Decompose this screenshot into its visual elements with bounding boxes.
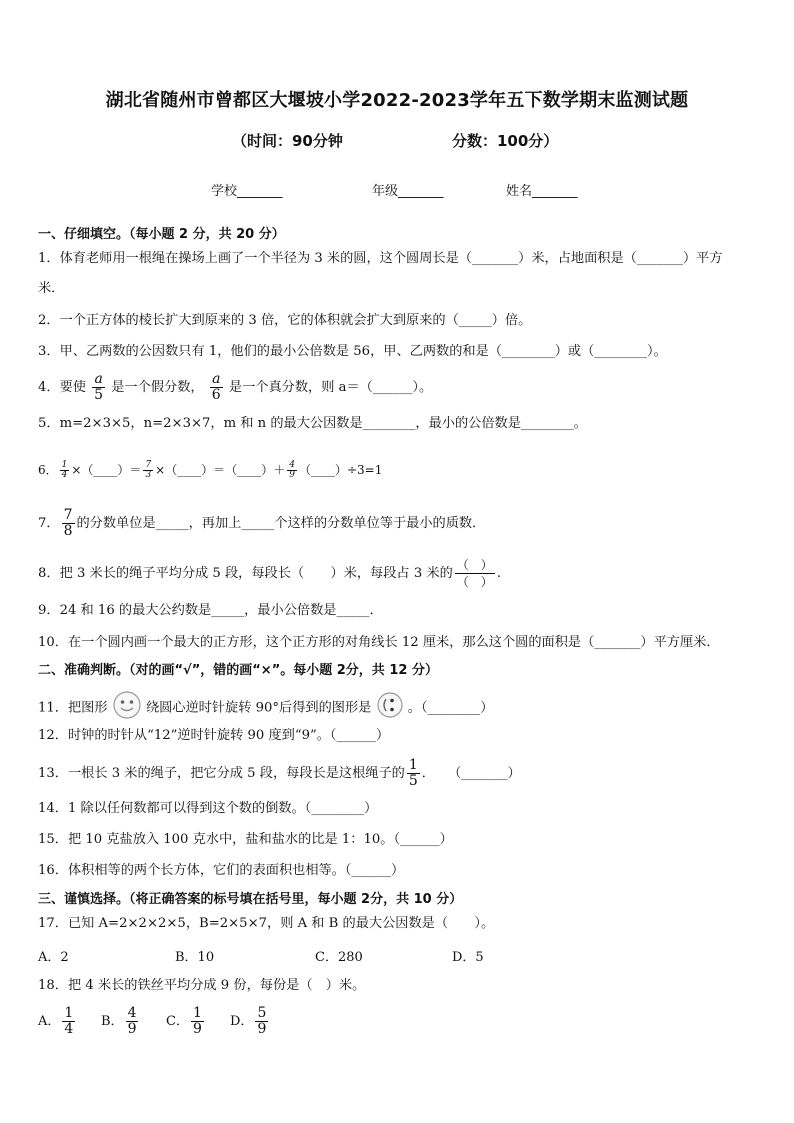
fraction-1-over-9: $\frac{1}{9}$ — [192, 1005, 202, 1037]
question-18: 18．把 4 米长的铁丝平均分成 9 份，每份是（ ）米。 — [38, 978, 366, 993]
question-14: 14．1 除以任何数都可以得到这个数的倒数。（________） — [38, 801, 378, 816]
question-3: 3．甲、乙两数的公因数只有 1，他们的最小公倍数是 56，甲、乙两数的和是（________）或（________）。 — [38, 344, 667, 359]
rotated-smiley-face-icon — [376, 691, 404, 725]
q6-text-b: ×（____）＝ — [71, 463, 142, 477]
exam-time: （时间：90分钟 — [232, 132, 343, 150]
q17-option-a[interactable]: A．2 — [38, 950, 69, 965]
question-8 — [38, 557, 501, 590]
fraction-a-over-6: $\frac{a}{6}$ — [211, 371, 221, 403]
page-title: 湖北省随州市曾都区大堰坡小学2022-2023学年五下数学期末监测试题 — [105, 90, 689, 111]
q6-text-d: （____）÷3=1 — [298, 463, 383, 477]
q18-option-c[interactable] — [166, 1006, 206, 1037]
grade-field[interactable]: 年级_______ — [372, 184, 444, 199]
question-5: 5．m=2×3×5，n=2×3×7，m 和 n 的最大公因数是________，最小的公倍数是________。 — [38, 416, 587, 431]
section-2-heading: 二、准确判断。（对的画“√”，错的画“×”。每小题 2分，共 12 分） — [38, 663, 438, 678]
q17-option-b[interactable]: B．10 — [175, 950, 215, 965]
q18-option-c-label: C． — [166, 1014, 189, 1029]
question-9: 9．24 和 16 的最大公约数是_____，最小公倍数是_____． — [38, 603, 383, 618]
q11-text-a: 11．把图形 — [38, 700, 108, 716]
q7-text-b: 的分数单位是_____，再加上_____个这样的分数单位等于最小的质数． — [76, 516, 486, 531]
q18-option-a[interactable] — [38, 1006, 77, 1037]
question-4 — [38, 372, 432, 403]
question-1-line-1: 1．体育老师用一根绳在操场上画了一个半径为 3 米的圆，这个圆周长是（_______）米，占地面积是（_______）平方 — [38, 251, 723, 266]
question-1-line-2: 米． — [38, 281, 65, 296]
fraction-7-over-3: $\frac{7}{3}$ — [145, 460, 152, 480]
q18-option-a-label: A． — [38, 1014, 61, 1029]
question-17: 17．已知 A=2×2×2×5，B=2×5×7，则 A 和 B 的最大公因数是（ ）。 — [38, 916, 495, 931]
exam-score: 分数：100分） — [452, 132, 559, 150]
q13-text-a: 13．一根长 3 米的绳子，把它分成 5 段，每段长是这根绳子的 — [38, 766, 405, 781]
fraction-7-over-8: $\frac{7}{8}$ — [63, 507, 73, 539]
question-7 — [38, 508, 485, 539]
question-16: 16．体积相等的两个长方体，它们的表面积也相等。（______） — [38, 863, 405, 878]
question-2: 2．一个正方体的棱长扩大到原来的 3 倍，它的体积就会扩大到原来的（_____）倍。 — [38, 313, 532, 328]
question-6 — [38, 461, 382, 480]
fraction-5-over-9: $\frac{5}{9}$ — [257, 1005, 267, 1037]
q8-text-b: . — [496, 566, 501, 581]
fraction-1-over-4: $\frac{1}{4}$ — [61, 460, 68, 480]
q4-text-a: 4．要使 — [38, 380, 86, 395]
q18-option-b-label: B． — [101, 1014, 124, 1029]
school-field[interactable]: 学校_______ — [211, 184, 283, 199]
q6-text-a: 6． — [38, 463, 58, 477]
question-12: 12．时钟的时针从“12”逆时针旋转 90 度到“9”。（______） — [38, 728, 390, 743]
q18-option-b[interactable] — [101, 1006, 140, 1037]
q4-text-c: 是一个真分数，则 a＝（______）。 — [228, 380, 433, 395]
q6-text-c: ×（____）＝（____）＋ — [155, 463, 286, 477]
fraction-blank: $\frac{( )}{( )}$ — [456, 558, 493, 589]
q17-option-c[interactable]: C．280 — [315, 950, 363, 965]
q8-text-a: 8．把 3 米长的绳子平均分成 5 段，每段长（ ）米，每段占 3 米的 — [38, 566, 453, 581]
q18-option-d[interactable] — [230, 1006, 270, 1037]
name-field[interactable]: 姓名_______ — [506, 184, 578, 199]
question-10: 10．在一个圆内画一个最大的正方形，这个正方形的对角线长 12 厘米，那么这个圆的面积是（_______）平方厘米． — [38, 635, 720, 650]
q13-text-b: ． （_______） — [421, 766, 521, 781]
q18-option-d-label: D． — [230, 1014, 254, 1029]
q17-option-d[interactable]: D．5 — [452, 950, 484, 965]
section-3-heading: 三、谨慎选择。（将正确答案的标号填在括号里，每小题 2分，共 10 分） — [38, 892, 463, 907]
fraction-a-over-5: $\frac{a}{5}$ — [94, 371, 104, 403]
fraction-4-over-9: $\frac{4}{9}$ — [289, 460, 295, 480]
q11-text-c: 。（________） — [407, 700, 494, 716]
fraction-1-over-4: $\frac{1}{4}$ — [64, 1005, 74, 1037]
question-15: 15．把 10 克盐放入 100 克水中，盐和盐水的比是 1：10。（______） — [38, 832, 453, 847]
section-1-heading: 一、仔细填空。（每小题 2 分，共 20 分） — [38, 227, 285, 242]
question-13 — [38, 758, 521, 789]
q4-text-b: 是一个假分数， — [111, 380, 204, 395]
fraction-4-over-9: $\frac{4}{9}$ — [127, 1005, 137, 1037]
fraction-1-over-5: $\frac{1}{5}$ — [408, 757, 418, 789]
q7-text-a: 7． — [38, 516, 60, 531]
smiley-face-icon — [112, 690, 142, 726]
question-11 — [38, 690, 493, 726]
q11-text-b: 绕圆心逆时针旋转 90°后得到的图形是 — [145, 700, 372, 716]
